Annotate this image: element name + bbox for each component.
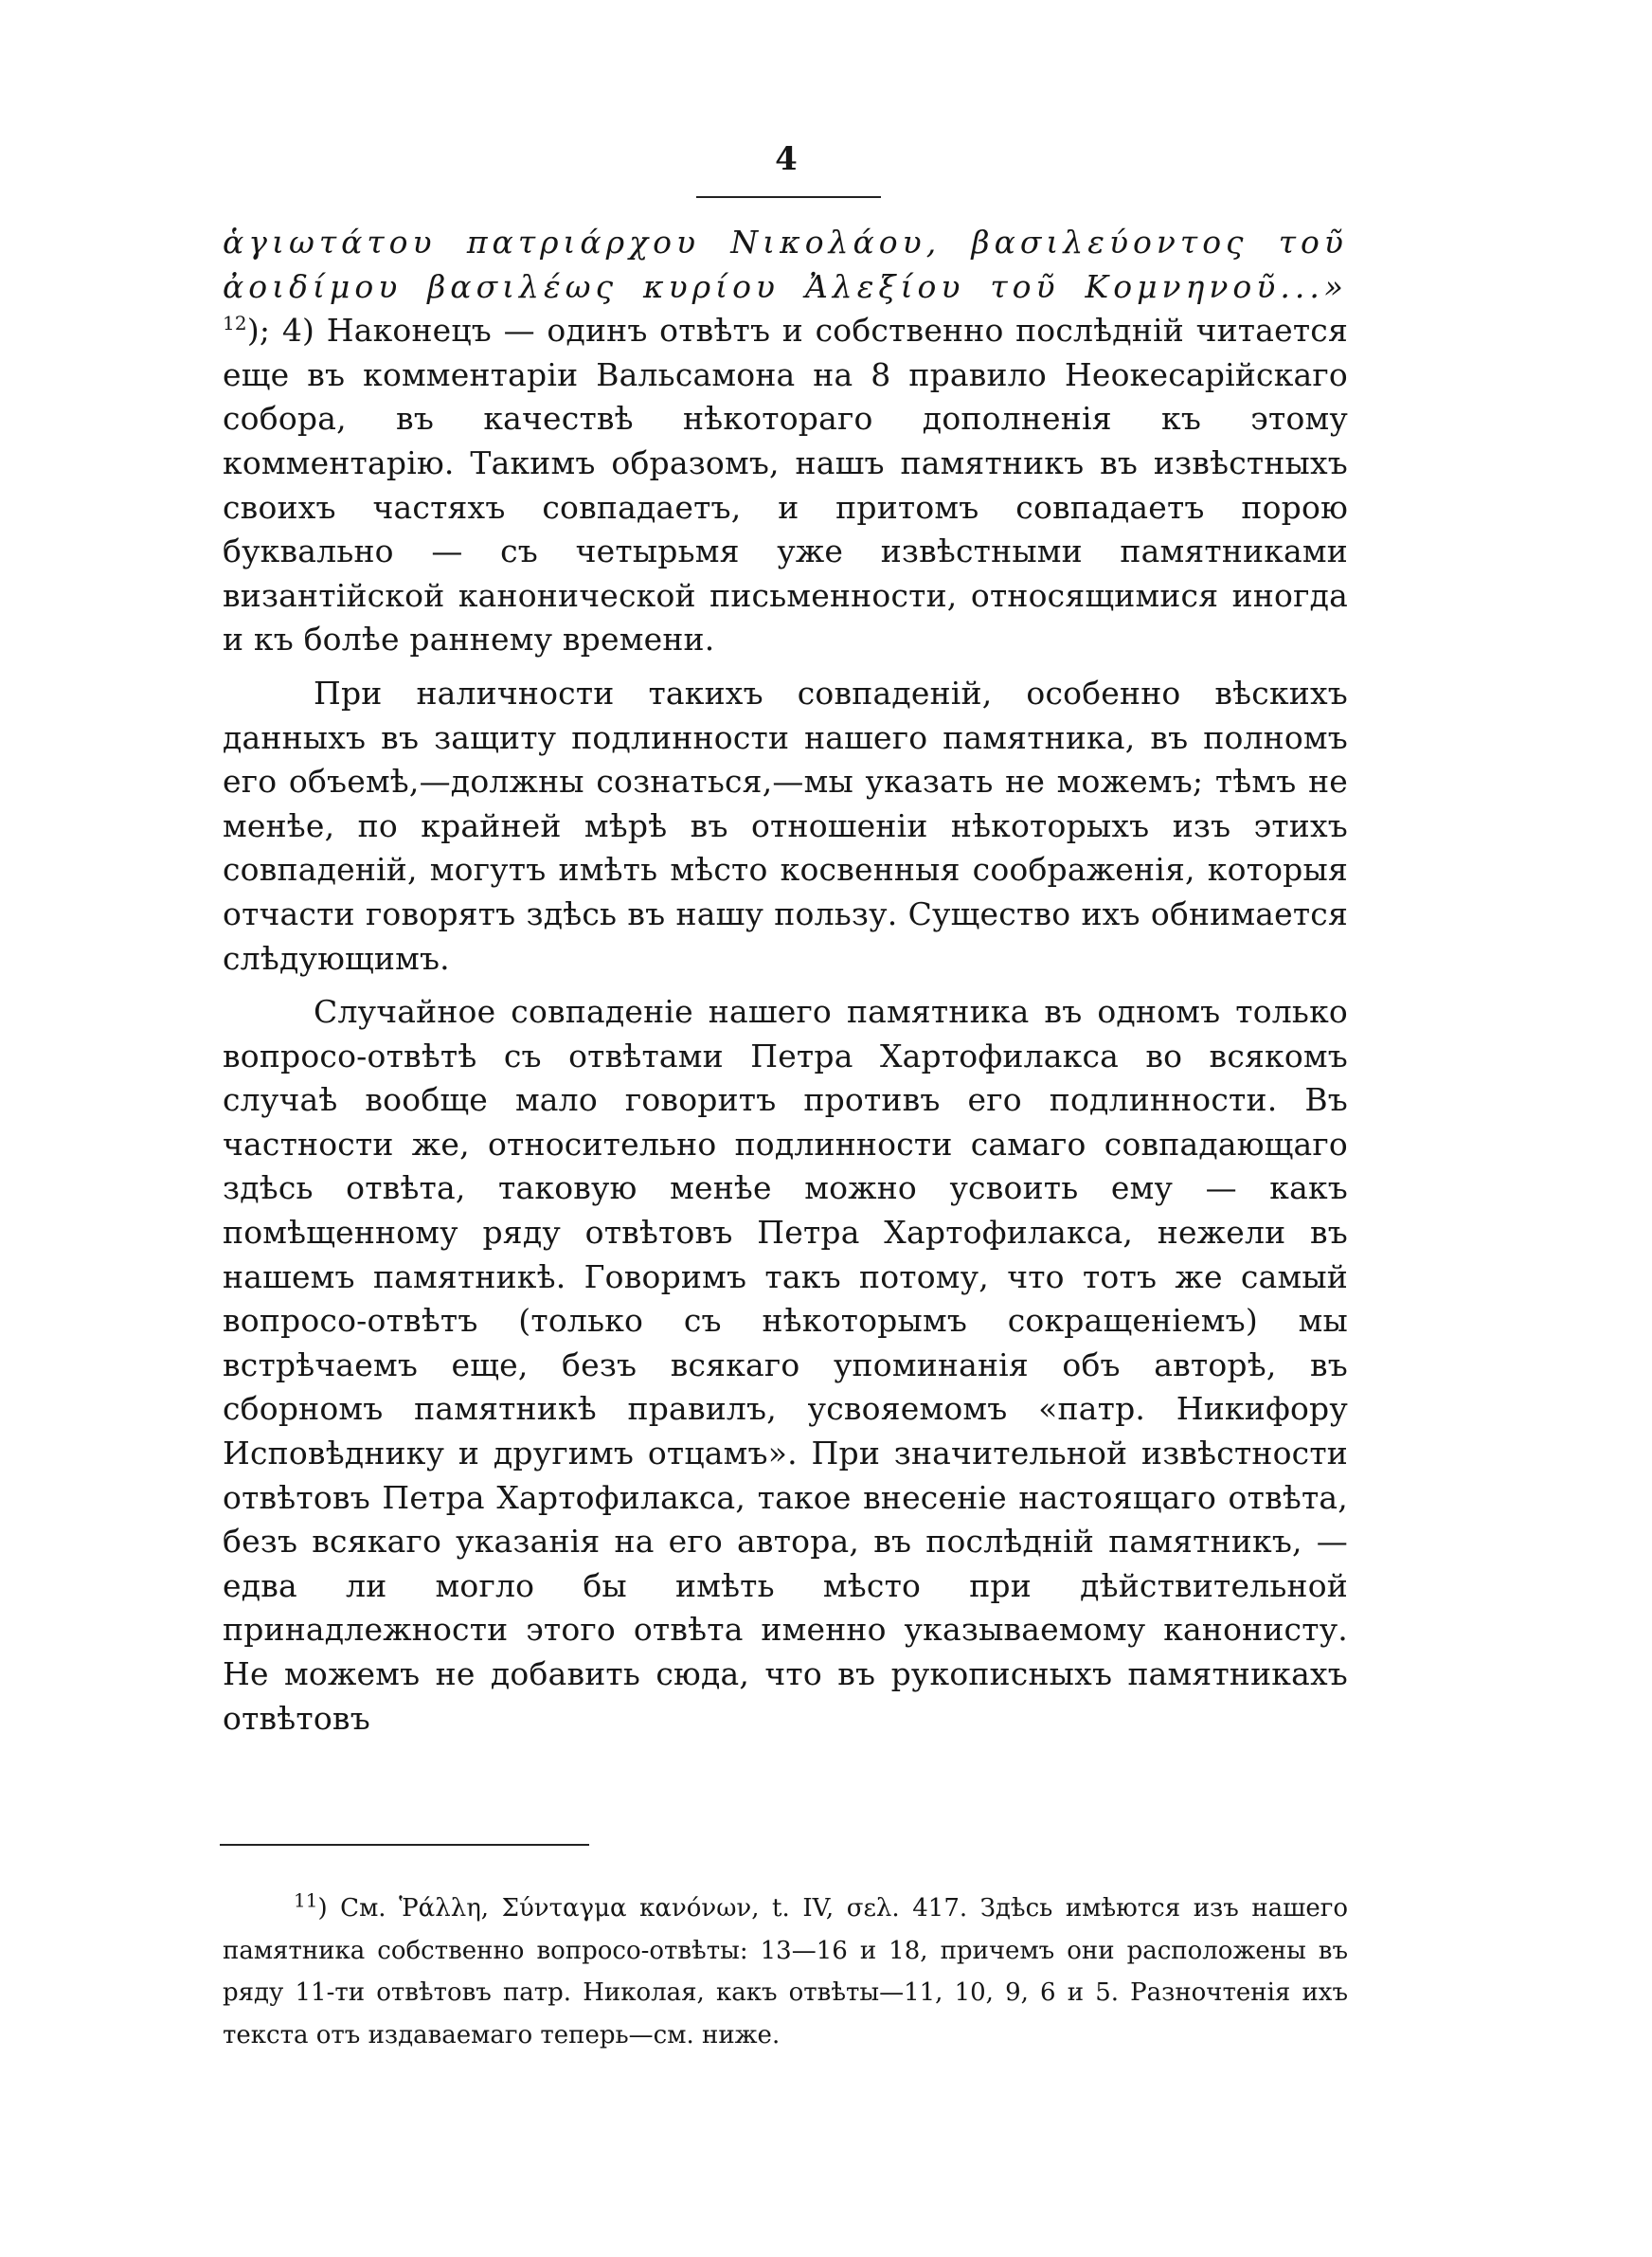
page-number: 4	[775, 140, 798, 178]
footnote-text: ) См. Ῥάλλη, Σύνταγμα κανόνων, t. IV, σελ. 417. Здѣсь имѣются изъ нашего памятника собственно вопросо-отвѣты: 13—16 и 18, причемъ они расположены въ ряду 11-ти отвѣтовъ патр. Николая, какъ отвѣты—11, 10, 9, 6 и 5. Разночтенiя ихъ текста отъ издаваемаго теперь—см. ниже.	[223, 1894, 1348, 2049]
footnote-mark: 11	[294, 1888, 318, 1912]
greek-quotation: ἁγιωτάτου πατριάρχου Νικολάου, βασιλεύοντος τοῦ ἀοιδίμου βασιλέως κυρίου Ἀλεξίου τοῦ Κομνηνοῦ...»	[223, 224, 1348, 305]
paragraph-3: Случайное совпаденiе нашего памятника въ одномъ только вопросо-отвѣтѣ съ отвѣтами Петра Хартофилакса во всякомъ случаѣ вообще мало говоритъ противъ его подлинности. Въ частности же, относительно подлинности самаго совпадающаго здѣсь отвѣта, таковую менѣе можно усвоить ему — какъ помѣщенному ряду отвѣтовъ Петра Хартофилакса, нежели въ нашемъ памятникѣ. Говоримъ такъ потому, что тотъ же самый вопросо-отвѣтъ (только съ нѣкоторымъ сокращенiемъ) мы встрѣчаемъ еще, безъ всякаго упоминанiя объ авторѣ, въ сборномъ памятникѣ правилъ, усвояемомъ «патр. Никифору Исповѣднику и другимъ отцамъ». При значительной извѣстности отвѣтовъ Петра Хартофилакса, такое внесенiе настоящаго отвѣта, безъ всякаго указанiя на его автора, въ послѣднiй памятникъ, — едва ли могло бы имѣть мѣсто при дѣйствительной принадлежности этого отвѣта именно указываемому канонисту. Не можемъ не добавить сюда, что въ рукописныхъ памятникахъ отвѣтовъ	[223, 993, 1348, 1737]
header-rule	[696, 196, 881, 198]
footnote-rule	[220, 1844, 589, 1846]
main-text	[223, 221, 1348, 1741]
paragraph-1-text: ); 4) Наконецъ — одинъ отвѣтъ и собственно послѣднiй читается еще въ комментарiи Вальсамона на 8 правило Неокесарiйскаго собора, въ качествѣ нѣкотораго дополненiя къ этому комментарiю. Такимъ образомъ, нашъ памятникъ въ извѣстныхъ своихъ частяхъ совпадаетъ, и притомъ совпадаетъ порою буквально — съ четырьмя уже извѣстными памятниками византiйской канонической письменности, относящимися иногда и къ болѣе раннему времени.	[223, 312, 1348, 659]
paragraph-2: При наличности такихъ совпаденiй, особенно вѣскихъ данныхъ въ защиту подлинности нашего памятника, въ полномъ его объемѣ,—должны сознаться,—мы указать не можемъ; тѣмъ не менѣе, по крайней мѣрѣ въ отношенiи нѣкоторыхъ изъ этихъ совпаденiй, могутъ имѣть мѣсто косвенныя соображенiя, которыя отчасти говорятъ здѣсь въ нашу пользу. Существо ихъ обнимается слѣдующимъ.	[223, 674, 1348, 977]
footnote-reference: 12	[223, 312, 247, 335]
footnote	[223, 1887, 1348, 2056]
paragraph-1	[223, 221, 1348, 662]
footnotes	[223, 1887, 1348, 2056]
